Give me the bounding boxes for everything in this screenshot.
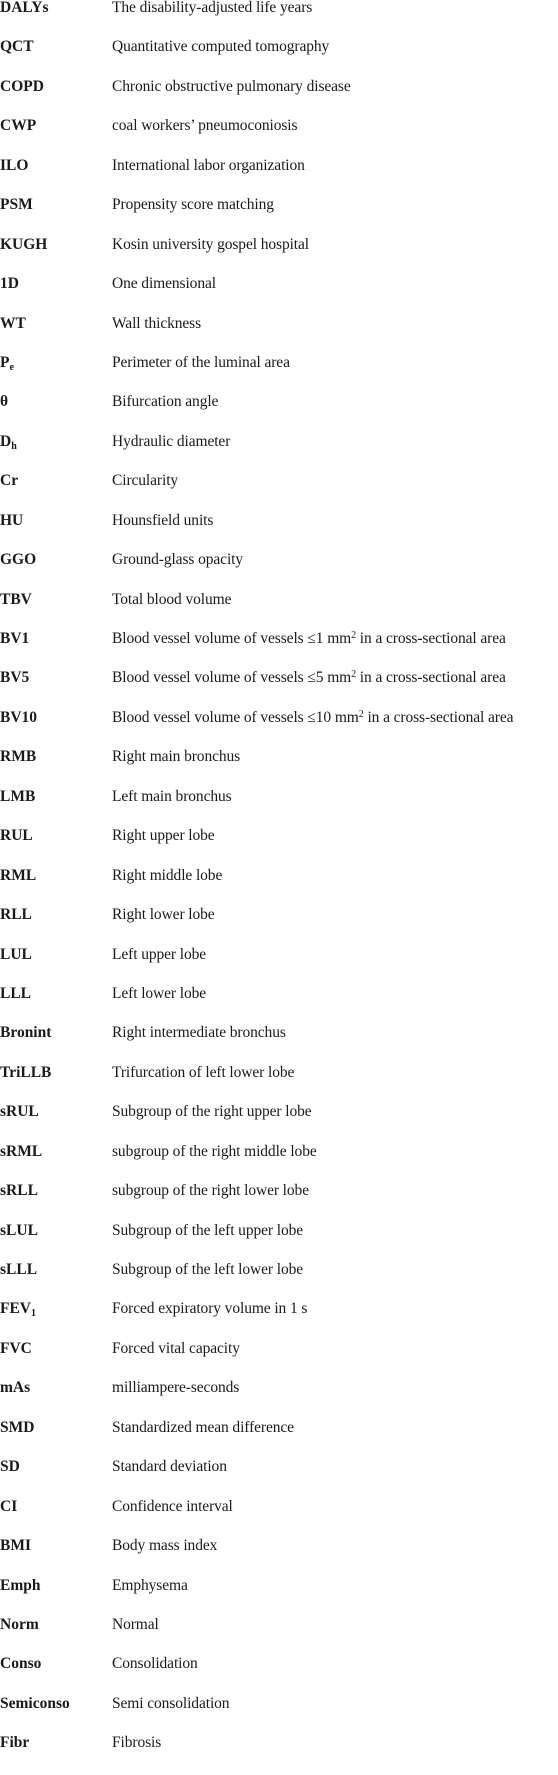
abbreviation-text: RML	[0, 867, 37, 884]
abbreviation-text: sRUL	[0, 1104, 39, 1121]
abbreviation-text: D	[0, 433, 12, 450]
table-row	[0, 710, 558, 749]
abbreviation-text: LUL	[0, 946, 32, 963]
abbreviation	[0, 592, 112, 608]
table-row	[0, 670, 558, 709]
definition-text: Standardized mean difference	[112, 1419, 294, 1436]
definition	[112, 1223, 558, 1239]
abbreviation-text: GGO	[0, 552, 37, 569]
abbreviation	[0, 158, 112, 174]
abbreviation	[0, 749, 112, 765]
table-row	[0, 276, 558, 315]
definition-text: Trifurcation of left lower lobe	[112, 1064, 295, 1081]
definition-text: International labor organization	[112, 157, 305, 174]
definition	[112, 1420, 558, 1436]
definition-text: Left main bronchus	[112, 788, 232, 805]
abbreviation	[0, 1183, 112, 1199]
definition-text: Subgroup of the right upper lobe	[112, 1104, 312, 1121]
abbreviation	[0, 1656, 112, 1672]
abbreviation-text: sLUL	[0, 1222, 38, 1239]
abbreviation	[0, 1617, 112, 1633]
definition	[112, 39, 558, 55]
abbreviation-text: HU	[0, 512, 24, 529]
abbreviation-text: LMB	[0, 788, 36, 805]
abbreviation	[0, 907, 112, 923]
abbreviation	[0, 0, 112, 16]
definition	[112, 1104, 558, 1120]
definition-text: Bifurcation angle	[112, 394, 219, 411]
definition-text: Confidence interval	[112, 1498, 233, 1515]
abbreviation-text: BV1	[0, 631, 30, 647]
table-row	[0, 947, 558, 986]
abbreviation-text: BMI	[0, 1538, 31, 1555]
definition	[112, 1499, 558, 1515]
definition-text: Right main bronchus	[112, 749, 241, 766]
abbreviation	[0, 434, 112, 450]
definition-text: Ground-glass opacity	[112, 552, 244, 569]
table-row	[0, 1025, 558, 1064]
abbreviation-text: SMD	[0, 1419, 35, 1436]
definition	[112, 868, 558, 884]
definition	[112, 1538, 558, 1554]
definition-text: Perimeter of the luminal area	[112, 354, 290, 371]
table-row	[0, 434, 558, 473]
abbreviation-text: mAs	[0, 1380, 31, 1397]
abbreviation-text: PSM	[0, 197, 33, 214]
abbreviation-text: Norm	[0, 1616, 39, 1633]
definition-text: Blood vessel volume of vessels ≤10 mm	[112, 709, 359, 726]
definition	[112, 1617, 558, 1633]
definition-text: Emphysema	[112, 1577, 188, 1594]
table-row	[0, 1380, 558, 1419]
abbreviation	[0, 1538, 112, 1554]
table-row	[0, 789, 558, 828]
abbreviation-text: FEV	[0, 1301, 31, 1318]
abbreviation-text: sLLL	[0, 1262, 38, 1278]
definition-text: subgroup of the right lower lobe	[112, 1183, 309, 1200]
table-row	[0, 158, 558, 197]
abbreviation	[0, 197, 112, 213]
table-row	[0, 592, 558, 631]
definition	[112, 1144, 558, 1160]
definition-text: Body mass index	[112, 1538, 218, 1555]
table-row	[0, 513, 558, 552]
definition-text: Right upper lobe	[112, 828, 215, 845]
definition	[112, 513, 558, 529]
abbreviation	[0, 1420, 112, 1436]
abbreviation	[0, 1025, 112, 1041]
definition-text: Forced expiratory volume in 1 s	[112, 1301, 308, 1318]
abbreviation-text: Conso	[0, 1656, 42, 1673]
abbreviation-text: 1D	[0, 276, 19, 293]
definition-text: Quantitative computed tomography	[112, 39, 330, 56]
definition-text: Blood vessel volume of vessels ≤5 mm	[112, 670, 352, 687]
definition	[112, 710, 558, 726]
definition	[112, 1696, 558, 1712]
definition	[112, 1341, 558, 1357]
abbreviation	[0, 1065, 112, 1081]
definition-text: milliampere-seconds	[112, 1380, 240, 1397]
abbreviation	[0, 670, 112, 686]
definition	[112, 276, 558, 292]
definition-tail: in a cross-sectional area	[356, 670, 506, 687]
abbreviation-text: Cr	[0, 473, 19, 490]
table-row	[0, 1065, 558, 1104]
definition-text: Semi consolidation	[112, 1695, 230, 1712]
table-row	[0, 828, 558, 867]
abbreviation	[0, 710, 112, 726]
abbreviation-text: WT	[0, 315, 26, 332]
table-row	[0, 1578, 558, 1617]
table-row	[0, 1341, 558, 1380]
table-row	[0, 355, 558, 394]
abbreviation-text: TriLLB	[0, 1064, 52, 1081]
abbreviation	[0, 1380, 112, 1396]
table-row	[0, 1104, 558, 1143]
definition-text: Total blood volume	[112, 591, 232, 608]
abbreviation-text: CI	[0, 1498, 18, 1515]
definition-text: Consolidation	[112, 1656, 198, 1673]
definition	[112, 1262, 558, 1278]
table-row	[0, 197, 558, 236]
table-row	[0, 237, 558, 276]
abbreviation	[0, 513, 112, 529]
definition-text: Standard deviation	[112, 1459, 227, 1476]
definition	[112, 316, 558, 332]
abbreviation-text: Bronint	[0, 1025, 52, 1042]
table-row	[0, 394, 558, 433]
definition-text: Left lower lobe	[112, 985, 207, 1002]
definition	[112, 158, 558, 174]
definition-text: subgroup of the right middle lobe	[112, 1143, 317, 1160]
definition	[112, 79, 558, 95]
table-row	[0, 1301, 558, 1340]
definition	[112, 1380, 558, 1396]
table-row	[0, 1223, 558, 1262]
table-row	[0, 1183, 558, 1222]
definition	[112, 592, 558, 608]
abbreviation	[0, 1696, 112, 1712]
abbreviation-subscript: 1	[31, 1308, 36, 1318]
table-row	[0, 1420, 558, 1459]
definition-tail: in a cross-sectional area	[356, 631, 506, 647]
definition-text: Subgroup of the left upper lobe	[112, 1222, 304, 1239]
definition-text: Kosin university gospel hospital	[112, 236, 309, 253]
definition-text: Hounsfield units	[112, 512, 214, 529]
definition-text: Normal	[112, 1616, 159, 1633]
abbreviation	[0, 237, 112, 253]
table-row	[0, 749, 558, 788]
abbreviation	[0, 316, 112, 332]
definition-text: Forced vital capacity	[112, 1340, 240, 1357]
definition-text: Propensity score matching	[112, 197, 274, 214]
definition	[112, 986, 558, 1002]
definition	[112, 552, 558, 568]
abbreviation	[0, 1459, 112, 1475]
definition	[112, 394, 558, 410]
table-row	[0, 868, 558, 907]
definition-text: The disability-adjusted life years	[112, 0, 313, 16]
table-row	[0, 0, 558, 39]
abbreviation	[0, 1223, 112, 1239]
definition	[112, 1459, 558, 1475]
abbreviation-text: LLL	[0, 985, 32, 1002]
abbreviation-text: BV10	[0, 709, 38, 726]
table-row	[0, 39, 558, 78]
definition	[112, 197, 558, 213]
table-row	[0, 1735, 558, 1774]
abbreviation-text: θ	[0, 394, 9, 411]
table-row	[0, 1459, 558, 1498]
definition-superscript: 2	[351, 631, 357, 641]
abbreviation-text: CWP	[0, 118, 37, 135]
abbreviation	[0, 1578, 112, 1594]
abbreviation	[0, 39, 112, 55]
table-row	[0, 552, 558, 591]
definition	[112, 1656, 558, 1672]
definition-text: coal workers’ pneumoconiosis	[112, 118, 298, 135]
abbreviation-subscript: h	[11, 440, 17, 450]
definition-text: Blood vessel volume of vessels ≤1 mm	[112, 631, 352, 647]
abbreviation	[0, 355, 112, 371]
abbreviation-text: DALYs	[0, 0, 49, 16]
abbreviation	[0, 868, 112, 884]
abbreviation	[0, 1144, 112, 1160]
definition	[112, 947, 558, 963]
abbreviation	[0, 79, 112, 95]
definition	[112, 907, 558, 923]
abbreviation	[0, 394, 112, 410]
definition	[112, 0, 558, 16]
abbreviation-text: sRML	[0, 1143, 43, 1160]
abbreviation-text: Emph	[0, 1577, 41, 1594]
abbreviation-text: Semiconso	[0, 1695, 70, 1712]
abbreviation-text: RUL	[0, 828, 33, 845]
table-row	[0, 1617, 558, 1656]
table-row	[0, 1696, 558, 1735]
abbreviation-text: Fibr	[0, 1735, 30, 1752]
abbreviation	[0, 1341, 112, 1357]
definition-superscript: 2	[358, 709, 364, 720]
definition	[112, 631, 558, 647]
table-row	[0, 986, 558, 1025]
definition	[112, 1301, 558, 1317]
abbreviation	[0, 1735, 112, 1751]
definition	[112, 749, 558, 765]
definition	[112, 670, 558, 686]
table-row	[0, 79, 558, 118]
table-row	[0, 316, 558, 355]
definition	[112, 1578, 558, 1594]
table-row	[0, 907, 558, 946]
abbreviation-text: ILO	[0, 157, 29, 174]
abbreviation	[0, 1104, 112, 1120]
table-row	[0, 1262, 558, 1301]
abbreviation-text: QCT	[0, 39, 34, 56]
definition	[112, 828, 558, 844]
definition-tail: in a cross-sectional area	[363, 709, 514, 726]
definition	[112, 1065, 558, 1081]
abbreviation	[0, 1499, 112, 1515]
definition-text: Right lower lobe	[112, 907, 215, 924]
definition-superscript: 2	[351, 670, 357, 681]
table-row	[0, 473, 558, 512]
definition-text: Right intermediate bronchus	[112, 1025, 286, 1042]
abbreviation-text: COPD	[0, 78, 44, 95]
abbreviation-text: KUGH	[0, 236, 48, 253]
table-row	[0, 1656, 558, 1695]
abbreviation-text: RLL	[0, 907, 32, 924]
abbreviation	[0, 789, 112, 805]
definition	[112, 237, 558, 253]
table-row	[0, 118, 558, 157]
definition	[112, 473, 558, 489]
abbreviation	[0, 118, 112, 134]
abbreviation-text: TBV	[0, 591, 32, 608]
abbreviation-text: sRLL	[0, 1183, 38, 1200]
table-row	[0, 1144, 558, 1183]
definition	[112, 118, 558, 134]
definition-text: Subgroup of the left lower lobe	[112, 1262, 304, 1278]
definition	[112, 789, 558, 805]
definition-text: Fibrosis	[112, 1735, 162, 1752]
abbreviation	[0, 276, 112, 292]
definition	[112, 355, 558, 371]
abbreviation-text: SD	[0, 1459, 20, 1476]
definition-text: Hydraulic diameter	[112, 433, 231, 450]
definition	[112, 1183, 558, 1199]
abbreviation	[0, 947, 112, 963]
table-row	[0, 1538, 558, 1577]
definition-text: One dimensional	[112, 276, 216, 293]
abbreviation-text: BV5	[0, 670, 30, 687]
definition-text: Circularity	[112, 473, 179, 490]
definition-text: Chronic obstructive pulmonary disease	[112, 78, 351, 95]
abbreviation	[0, 552, 112, 568]
abbreviation	[0, 473, 112, 489]
definition	[112, 1025, 558, 1041]
abbreviation-text: RMB	[0, 749, 37, 766]
definition	[112, 1735, 558, 1751]
abbreviation-subscript: e	[9, 361, 14, 371]
abbreviation-text: FVC	[0, 1340, 32, 1357]
definition-text: Left upper lobe	[112, 946, 207, 963]
abbreviation	[0, 828, 112, 844]
abbreviation	[0, 986, 112, 1002]
definition-text: Right middle lobe	[112, 867, 223, 884]
abbreviation	[0, 1262, 112, 1278]
definition	[112, 434, 558, 450]
abbreviation-text: P	[0, 354, 10, 371]
table-row	[0, 1499, 558, 1538]
definition-text: Wall thickness	[112, 315, 202, 332]
abbreviation	[0, 1301, 112, 1317]
abbreviation	[0, 631, 112, 647]
table-row	[0, 631, 558, 670]
